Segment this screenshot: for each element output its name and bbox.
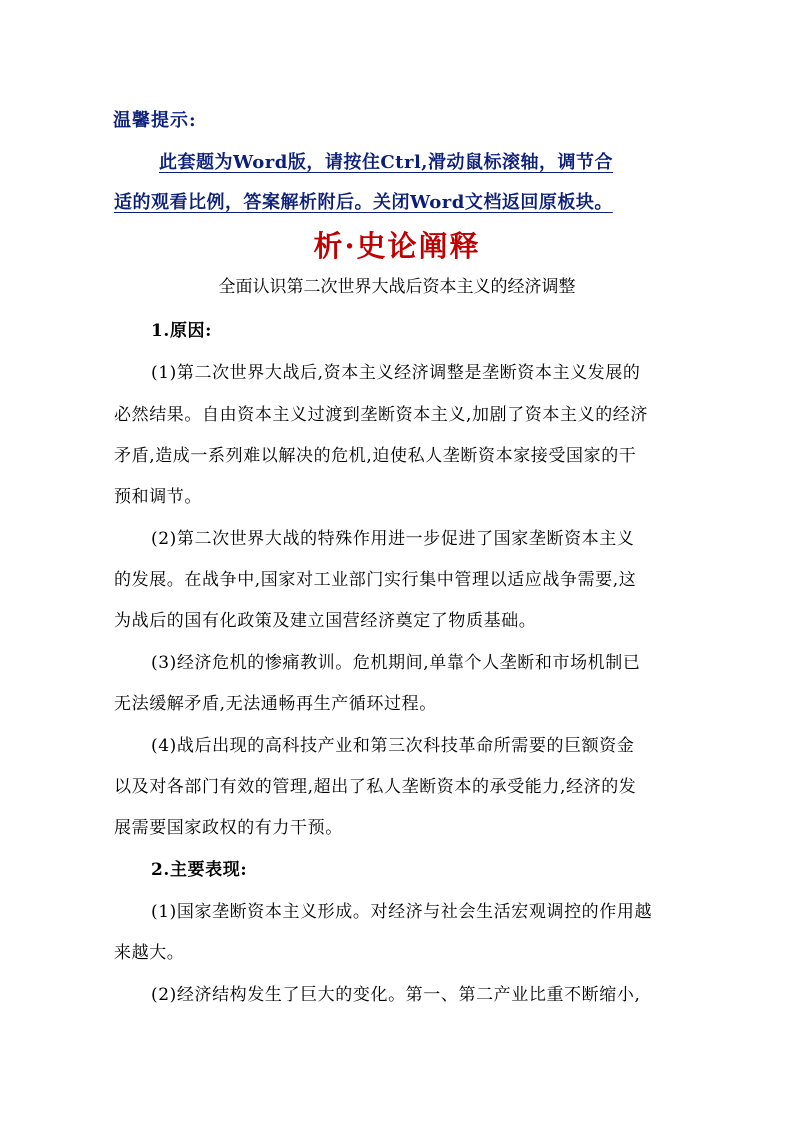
paragraph-line: 展需要国家政权的有力干预。 (114, 818, 343, 838)
paragraph-line: 以及对各部门有效的管理,超出了私人垄断资本的承受能力,经济的发 (114, 777, 637, 797)
paragraph-line: (2)经济结构发生了巨大的变化。第一、第二产业比重不断缩小, (151, 985, 641, 1005)
page-subtitle: 全面认识第二次世界大战后资本主义的经济调整 (218, 277, 576, 297)
paragraph-line: (1)国家垄断资本主义形成。对经济与社会生活宏观调控的作用越 (151, 902, 653, 922)
paragraph-line: 必然结果。自由资本主义过渡到垄断资本主义,加剧了资本主义的经济 (114, 405, 649, 425)
paragraph-line: 来越大。 (114, 943, 185, 963)
paragraph-line: 无法缓解矛盾,无法通畅再生产循环过程。 (114, 694, 437, 714)
section1-heading: 1.原因: (151, 321, 213, 341)
tip-line-1: 此套题为Word版，请按住Ctrl,滑动鼠标滚轴，调节合 (159, 152, 614, 173)
paragraph-line: (1)第二次世界大战后,资本主义经济调整是垄断资本主义发展的 (151, 363, 641, 383)
paragraph-line: 的发展。在战争中,国家对工业部门实行集中管理以适应战争需要,这 (114, 570, 637, 590)
tip-heading: 温馨提示: (113, 110, 197, 131)
paragraph-line: 为战后的国有化政策及建立国营经济奠定了物质基础。 (114, 611, 537, 631)
section2-heading: 2.主要表现: (151, 860, 248, 880)
page-title: 析·史论阐释 (313, 229, 481, 263)
paragraph-line: 预和调节。 (114, 487, 202, 507)
paragraph-line: 矛盾,造成一系列难以解决的危机,迫使私人垄断资本家接受国家的干 (114, 446, 637, 466)
paragraph-line: (3)经济危机的惨痛教训。危机期间,单靠个人垄断和市场机制已 (151, 653, 641, 673)
paragraph-line: (2)第二次世界大战的特殊作用进一步促进了国家垄断资本主义 (151, 529, 635, 549)
paragraph-line: (4)战后出现的高科技产业和第三次科技革命所需要的巨额资金 (151, 736, 635, 756)
tip-line-2: 适的观看比例，答案解析附后。关闭Word文档返回原板块。 (114, 192, 613, 213)
